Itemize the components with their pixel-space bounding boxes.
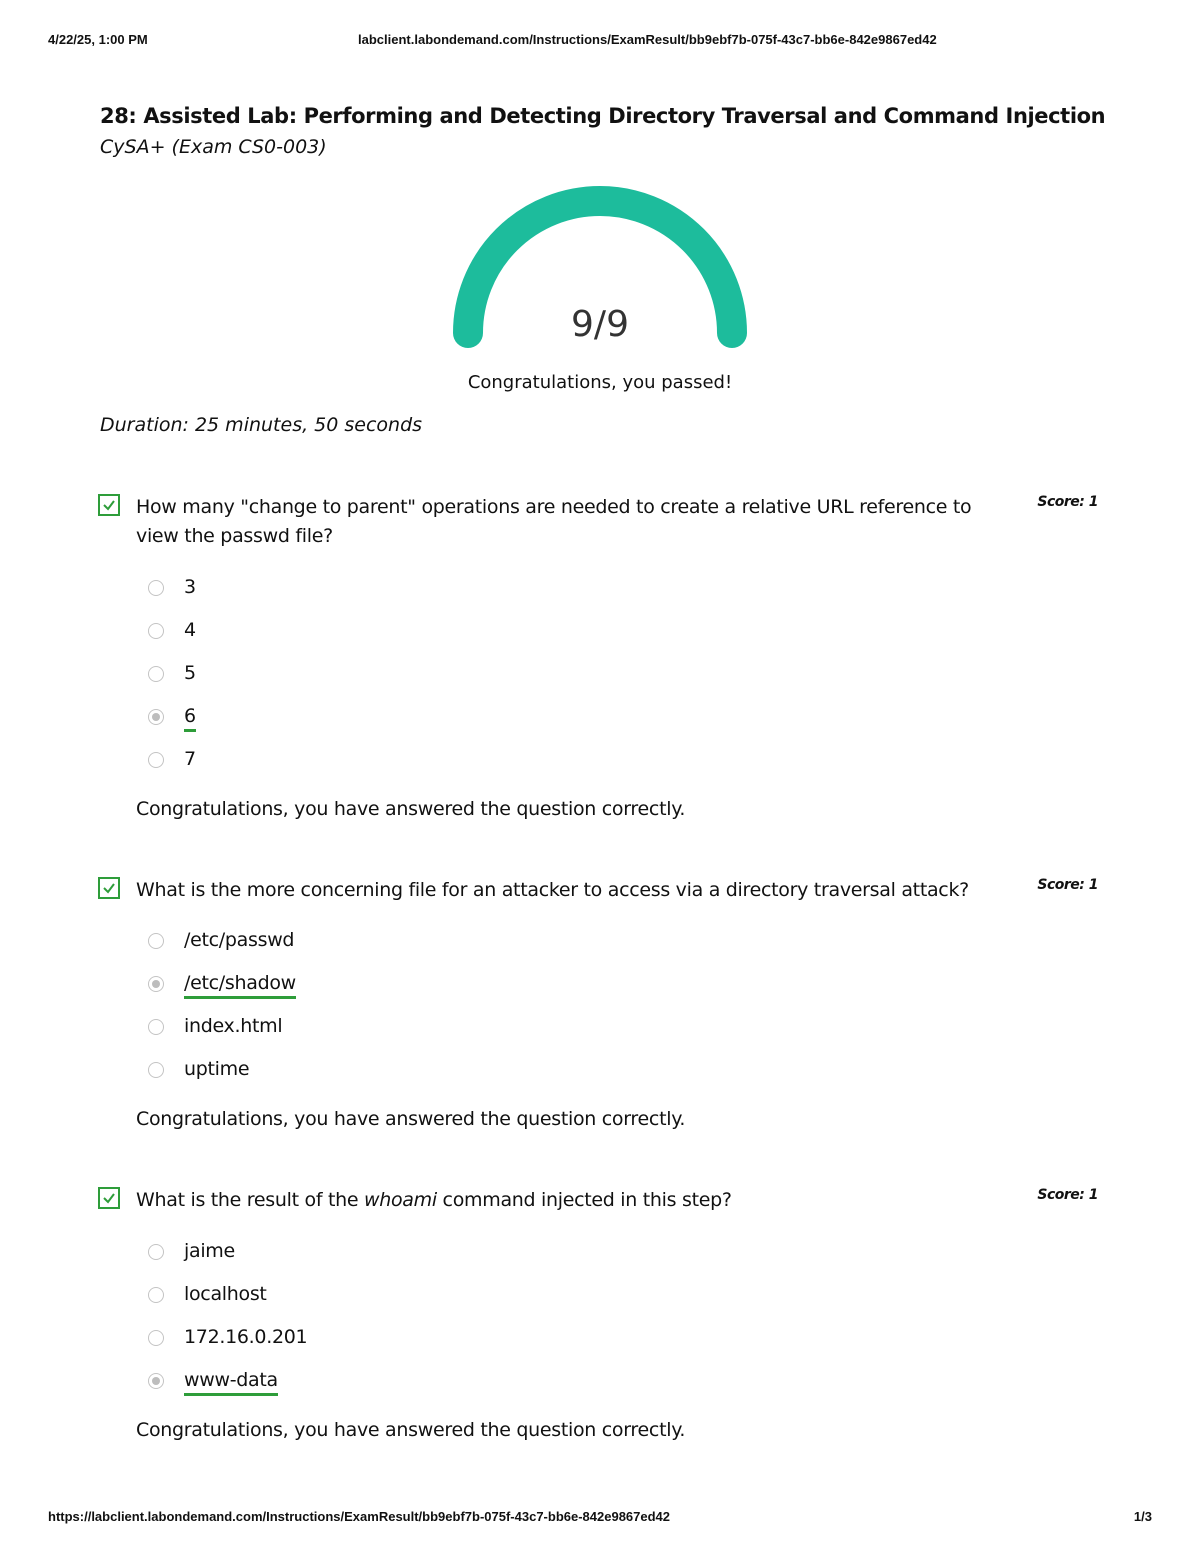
question-text: What is the more concerning file for an attacker to access via a directory traversal attack? <box>136 879 969 901</box>
option-label: 7 <box>184 748 196 770</box>
option-label: localhost <box>184 1283 267 1305</box>
option-label-correct: /etc/shadow <box>184 972 296 999</box>
option-label-correct: www-data <box>184 1369 278 1396</box>
question-text-start: What is the result of the <box>136 1189 364 1211</box>
feedback-message: Congratulations, you have answered the question correctly. <box>136 1419 686 1441</box>
question-text: How many "change to parent" operations are needed to create a relative URL reference to view the passwd file? <box>136 496 972 547</box>
radio-button[interactable] <box>148 752 164 768</box>
radio-button-selected[interactable] <box>148 1373 164 1389</box>
question-text-command: whoami <box>363 1189 437 1211</box>
radio-button[interactable] <box>148 580 164 596</box>
question-score: Score: 1 <box>1037 494 1098 510</box>
print-date: 4/22/25, 1:00 PM <box>48 32 148 47</box>
option-label: index.html <box>184 1015 283 1037</box>
question-text-end: command injected in this step? <box>436 1189 732 1211</box>
option-label-correct: 6 <box>184 705 196 732</box>
print-url: labclient.labondemand.com/Instructions/ExamResult/bb9ebf7b-075f-43c7-bb6e-842e9867ed42 <box>358 32 937 47</box>
question-score: Score: 1 <box>1037 877 1098 893</box>
page-number: 1/3 <box>1133 1509 1152 1524</box>
pass-message: Congratulations, you passed! <box>467 372 733 393</box>
radio-button[interactable] <box>148 933 164 949</box>
question-score: Score: 1 <box>1037 1187 1098 1203</box>
radio-button[interactable] <box>148 1019 164 1035</box>
feedback-message: Congratulations, you have answered the question correctly. <box>136 1108 686 1130</box>
option-label: 4 <box>184 619 196 641</box>
print-header <box>48 32 1152 50</box>
radio-button-selected[interactable] <box>148 976 164 992</box>
score-text: 9/9 <box>571 304 629 345</box>
print-footer <box>48 1509 1152 1527</box>
question-text <box>136 1186 1016 1215</box>
radio-button[interactable] <box>148 1062 164 1078</box>
lab-course: CySA+ (Exam CS0-003) <box>100 136 327 158</box>
correct-check-icon <box>98 877 120 899</box>
feedback-message: Congratulations, you have answered the question correctly. <box>136 798 686 820</box>
option-label: 3 <box>184 576 196 598</box>
footer-url: https://labclient.labondemand.com/Instructions/ExamResult/bb9ebf7b-075f-43c7-bb6e-842e9867ed42 <box>48 1509 671 1524</box>
option-label: /etc/passwd <box>184 929 295 951</box>
option-label: jaime <box>184 1240 235 1262</box>
correct-check-icon <box>98 1187 120 1209</box>
option-label: uptime <box>184 1058 250 1080</box>
score-gauge <box>440 180 760 370</box>
lab-title: 28: Assisted Lab: Performing and Detecting Directory Traversal and Command Injection <box>100 104 1106 128</box>
correct-check-icon <box>98 494 120 516</box>
option-label: 5 <box>184 662 196 684</box>
radio-button[interactable] <box>148 1330 164 1346</box>
radio-button[interactable] <box>148 623 164 639</box>
option-label: 172.16.0.201 <box>184 1326 308 1348</box>
radio-button[interactable] <box>148 666 164 682</box>
radio-button-selected[interactable] <box>148 709 164 725</box>
duration: Duration: 25 minutes, 50 seconds <box>100 414 423 436</box>
radio-button[interactable] <box>148 1287 164 1303</box>
radio-button[interactable] <box>148 1244 164 1260</box>
